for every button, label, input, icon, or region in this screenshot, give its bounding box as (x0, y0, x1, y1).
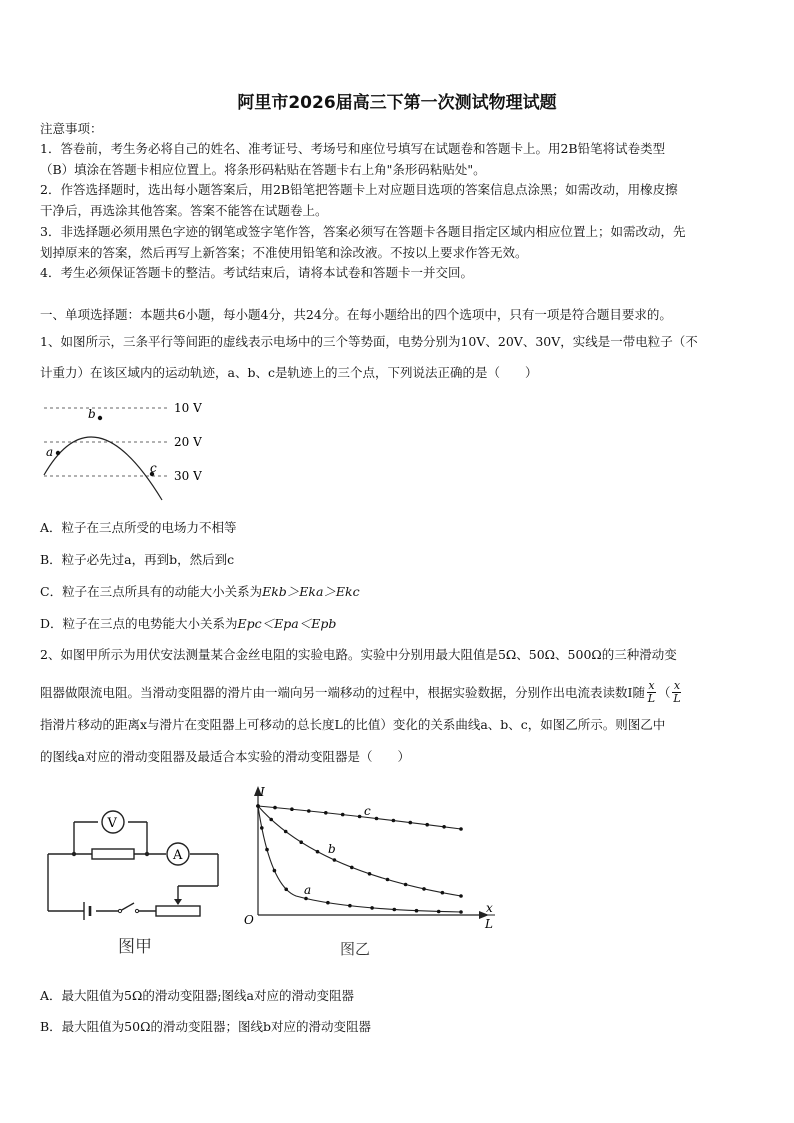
curve-b-point (333, 858, 337, 862)
curve-c-point (442, 825, 446, 829)
figure-caption-jia: 图甲 (118, 937, 152, 957)
curve-a (258, 806, 461, 912)
curve-b-point (368, 872, 372, 876)
curve-a-point (256, 804, 260, 808)
curve-b (258, 806, 461, 896)
switch-contact (118, 909, 121, 912)
curve-a-point (265, 848, 269, 852)
current-graph (236, 782, 506, 962)
curve-a-point (370, 906, 374, 910)
curve-c-point (459, 827, 463, 831)
option-2a: A．最大阻值为5Ω的滑动变阻器;图线a对应的滑动变阻器 (40, 988, 355, 1003)
switch-contact (135, 909, 138, 912)
option-1d-expr: Epc＜Epa＜Epb (237, 616, 337, 631)
curve-c-point (425, 823, 429, 827)
curve-c-point (324, 811, 328, 815)
junction-dot (72, 852, 76, 856)
curve-b-point (269, 818, 273, 822)
curve-a-point (415, 909, 419, 913)
question-1-stem: 计重力）在该区域内的运动轨迹，a、b、c是轨迹上的三个点，下列说法正确的是（ ） (40, 365, 538, 380)
question-1-stem: 1、如图所示，三条平行等间距的虚线表示电场中的三个等势面，电势分别为10V、20V、30V，实线是一带电粒子（不 (40, 334, 698, 349)
question-2-stem: 指滑片移动的距离x与滑片在变阻器上可移动的总长度L的比值）变化的关系曲线a、b、c，如图乙所示。则图乙中 (40, 717, 666, 732)
curve-b-point (459, 894, 463, 898)
point-a (56, 451, 60, 455)
curve-a-point (284, 888, 288, 892)
curve-a-point (437, 910, 441, 914)
option-1b: B．粒子必先过a，再到b，然后到c (40, 552, 235, 567)
alloy-wire-resistor (92, 849, 134, 859)
curve-c-point (358, 815, 362, 819)
point-c-label: c (150, 461, 157, 475)
option-1d-text: D．粒子在三点的电势能大小关系为 (40, 616, 238, 631)
y-axis-label: I (260, 785, 265, 799)
option-1d (40, 616, 336, 632)
curve-a-point (326, 901, 330, 905)
fraction-denominator: L (673, 692, 681, 705)
notice-line: 1．答卷前，考生务必将自己的姓名、准考证号、考场号和座位号填写在试题卷和答题卡上。用2B铅笔将试卷类型 (40, 141, 666, 156)
potential-label-30v: 30 V (174, 469, 202, 483)
particle-trajectory (44, 437, 162, 500)
notice-line: （B）填涂在答题卡相应位置上。将条形码粘贴在答题卡右上角"条形码粘贴处"。 (40, 162, 486, 177)
curve-a-label: a (304, 883, 312, 897)
voltmeter-label: V (107, 816, 117, 831)
slider-arrow (174, 899, 182, 905)
notice-line: 4．考生必须保证答题卡的整洁。考试结束后，请将本试卷和答题卡一并交回。 (40, 265, 473, 280)
curve-b-point (284, 830, 288, 834)
option-1c-expr: Ekb＞Eka＞Ekc (262, 584, 360, 599)
point-b-label: b (88, 407, 96, 421)
curve-c-point (409, 821, 413, 825)
option-1a: A．粒子在三点所受的电场力不相等 (40, 520, 237, 535)
notice-heading: 注意事项： (40, 121, 103, 136)
figure-caption-yi: 图乙 (340, 940, 371, 958)
curve-b-point (316, 850, 320, 854)
page-title: 阿里市2026届高三下第一次测试物理试题 (237, 93, 557, 113)
point-a-label: a (46, 445, 54, 459)
curve-a-point (304, 897, 308, 901)
x-axis-label-num: x (486, 901, 493, 915)
notice-line: 2．作答选择题时，选出每小题答案后，用2B铅笔把答题卡上对应题目选项的答案信息点涂黑；如需改动，用橡皮擦 (40, 182, 678, 197)
open-paren: （ (657, 684, 671, 700)
question-2-stem (40, 680, 683, 705)
curve-b-point (299, 840, 303, 844)
curve-b-point (386, 878, 390, 882)
ammeter-label: A (173, 848, 183, 863)
junction-dot (145, 852, 149, 856)
curve-b-point (441, 891, 445, 895)
question-2-stem: 的图线a对应的滑动变阻器及最适合本实验的滑动变阻器是（ ） (40, 749, 410, 764)
equipotential-figure (40, 396, 220, 502)
data-points (256, 804, 463, 914)
notice-line: 3．非选择题必须用黑色字迹的钢笔或签字笔作答，答案必须写在答题卡各题目指定区域内相应位置上；如需改动，先 (40, 224, 686, 239)
curve-b-point (350, 866, 354, 870)
curve-c-point (392, 819, 396, 823)
notice-line: 划掉原来的答案，然后再写上新答案；不准使用铅笔和涂改液。不按以上要求作答无效。 (40, 245, 528, 260)
origin-label: O (244, 913, 254, 927)
curve-c-point (375, 817, 379, 821)
curve-a-point (459, 910, 463, 914)
fraction-x-over-l (647, 680, 656, 705)
curve-c-point (341, 813, 345, 817)
option-1c (40, 584, 360, 600)
question-2-stem-text: 阻器做限流电阻。当滑动变阻器的滑片由一端向另一端移动的过程中，根据实验数据，分别作出电流表读数I随 (40, 684, 645, 700)
notice-line: 干净后，再选涂其他答案。答案不能答在试题卷上。 (40, 203, 328, 218)
curve-a-point (260, 826, 264, 830)
curve-c-label: c (364, 804, 371, 818)
curve-c-point (290, 807, 294, 811)
rheostat (156, 906, 200, 916)
fraction-numerator: x (648, 679, 655, 692)
question-2-stem: 2、如图甲所示为用伏安法测量某合金丝电阻的实验电路。实验中分别用最大阻值是5Ω、50Ω、500Ω的三种滑动变 (40, 647, 677, 662)
curve-b-point (422, 887, 426, 891)
curve-a-point (348, 904, 352, 908)
potential-label-20v: 20 V (174, 435, 202, 449)
x-axis-label-den: L (485, 917, 493, 931)
potential-label-10v: 10 V (174, 401, 202, 415)
fraction-numerator: x (673, 679, 681, 692)
curve-b-point (404, 883, 408, 887)
point-b (98, 416, 102, 420)
curve-a-point (393, 908, 397, 912)
curve-c-point (273, 806, 277, 810)
fraction-x-over-l (672, 680, 681, 705)
curve-b-label: b (328, 842, 336, 856)
curve-c-point (307, 809, 311, 813)
section-heading: 一、单项选择题：本题共6小题，每小题4分，共24分。在每小题给出的四个选项中，只有一项是符合题目要求的。 (40, 307, 672, 322)
curve-a-point (273, 869, 277, 873)
option-2b: B．最大阻值为50Ω的滑动变阻器；图线b对应的滑动变阻器 (40, 1019, 371, 1034)
option-1c-text: C．粒子在三点所具有的动能大小关系为 (40, 584, 263, 599)
circuit-diagram (40, 800, 230, 960)
fraction-denominator: L (647, 692, 656, 705)
